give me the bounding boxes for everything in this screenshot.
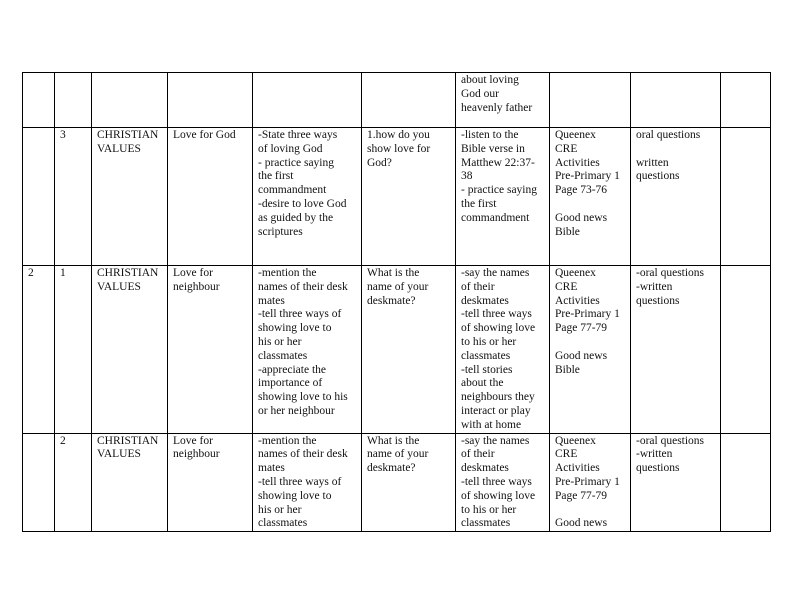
cell-assessment: -oral questions -written questions [631,433,721,532]
cell-inquiry: What is the name of your deskmate? [362,266,456,434]
cell-sub-strand: Love for neighbour [168,266,253,434]
cell-remarks [721,433,771,532]
cell-assessment [631,73,721,128]
cell-inquiry: 1.how do you show love for God? [362,128,456,266]
cell-remarks [721,266,771,434]
cell-inquiry [362,73,456,128]
cell-strand: CHRISTIAN VALUES [92,128,168,266]
cell-sub-strand: Love for God [168,128,253,266]
cell-lesson: 1 [55,266,92,434]
cell-outcomes: -State three ways of loving God - practice saying the first commandment -desire to love God as guided by the scriptures [253,128,362,266]
cell-assessment: oral questions written questions [631,128,721,266]
cell-resources: Queenex CRE Activities Pre-Primary 1 Page 73-76 Good news Bible [550,128,631,266]
cell-week [23,128,55,266]
cell-resources: Queenex CRE Activities Pre-Primary 1 Page 77-79 Good news [550,433,631,532]
cell-experiences: -listen to the Bible verse in Matthew 22:37- 38 - practice saying the first commandment [456,128,550,266]
cell-week: 2 [23,266,55,434]
cell-experiences: about loving God our heavenly father [456,73,550,128]
cell-resources [550,73,631,128]
cell-outcomes: -mention the names of their desk mates -tell three ways of showing love to his or her classmates -appreciate the importance of showing love to his or her neighbour [253,266,362,434]
cell-outcomes: -mention the names of their desk mates -tell three ways of showing love to his or her classmates [253,433,362,532]
cell-sub-strand: Love for neighbour [168,433,253,532]
cell-inquiry: What is the name of your deskmate? [362,433,456,532]
cell-assessment: -oral questions -written questions [631,266,721,434]
cell-sub-strand [168,73,253,128]
cell-experiences: -say the names of their deskmates -tell three ways of showing love to his or her classmates -tell stories about the neighbours they interact or play with at home [456,266,550,434]
cell-lesson [55,73,92,128]
cell-lesson: 2 [55,433,92,532]
table-row [23,128,771,266]
table-row [23,266,771,434]
cell-experiences: -say the names of their deskmates -tell three ways of showing love to his or her classmates [456,433,550,532]
cell-resources: Queenex CRE Activities Pre-Primary 1 Page 77-79 Good news Bible [550,266,631,434]
cell-lesson: 3 [55,128,92,266]
cell-week [23,433,55,532]
cell-remarks [721,73,771,128]
cell-strand: CHRISTIAN VALUES [92,433,168,532]
table-row [23,73,771,128]
cell-strand: CHRISTIAN VALUES [92,266,168,434]
table-body [23,73,771,532]
cell-week [23,73,55,128]
scheme-of-work-table [22,72,771,532]
cell-remarks [721,128,771,266]
cell-outcomes [253,73,362,128]
table-row [23,433,771,532]
cell-strand [92,73,168,128]
